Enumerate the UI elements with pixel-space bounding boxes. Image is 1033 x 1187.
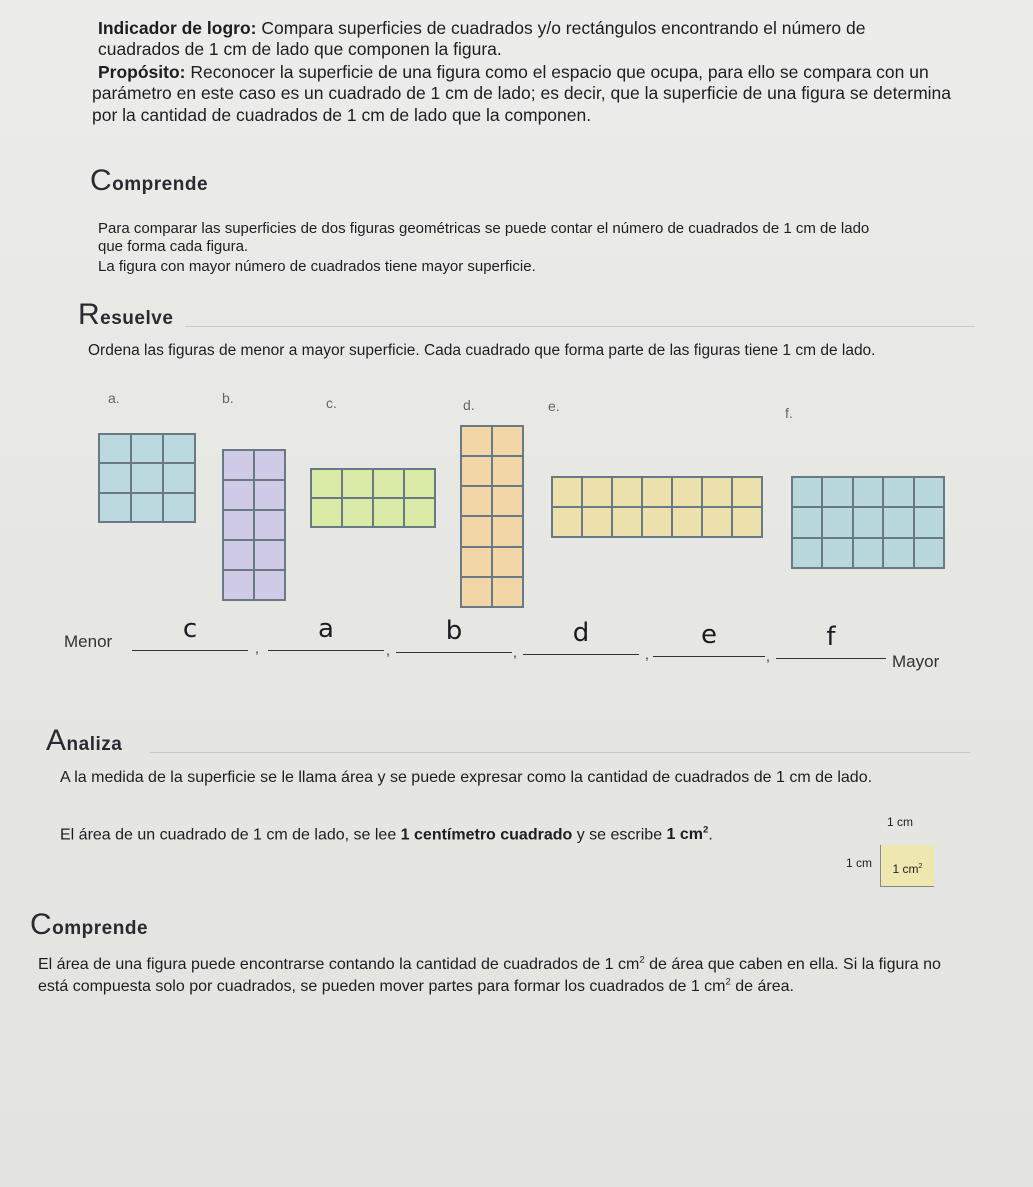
grid-cell — [461, 426, 492, 456]
grid-cell — [223, 450, 254, 480]
grid-cell — [163, 493, 195, 522]
figure-f-grid — [791, 476, 945, 569]
grid-cell — [642, 477, 672, 507]
separator-3: , — [513, 644, 517, 660]
grid-cell — [792, 507, 822, 537]
grid-cell — [672, 477, 702, 507]
grid-cell — [732, 507, 762, 537]
figure-d-grid — [460, 425, 524, 608]
grid-cell — [853, 477, 883, 507]
grid-cell — [492, 426, 523, 456]
resuelve-divider — [185, 326, 975, 327]
grid-cell — [254, 540, 285, 570]
separator-4: , — [645, 646, 649, 662]
figure-a-grid — [98, 433, 196, 523]
proposito-text: Reconocer la superficie de una figura como el espacio que ocupa, para ello se compara con un parámetro en este caso es un cuadrado de 1 cm de lado; es decir, que la superficie de una figura se determina por la cantidad de cuadrados de 1 cm de lado que la componen. — [92, 62, 951, 125]
mayor-label: Mayor — [892, 652, 940, 671]
resuelve-heading: Resuelve — [78, 298, 174, 331]
grid-cell — [311, 498, 342, 527]
grid-cell — [672, 507, 702, 537]
grid-cell — [492, 577, 523, 607]
grid-cell — [461, 516, 492, 546]
grid-cell — [99, 493, 131, 522]
separator-1: , — [255, 640, 259, 656]
grid-cell — [223, 540, 254, 570]
grid-cell — [914, 507, 944, 537]
grid-cell — [131, 434, 163, 463]
answer-blank-3[interactable]: b — [396, 622, 512, 653]
figure-e-label: e. — [548, 398, 560, 414]
grid-cell — [492, 516, 523, 546]
grid-cell — [883, 507, 913, 537]
comprende-heading-1: Comprende — [90, 164, 209, 197]
separator-2: , — [386, 642, 390, 658]
indicador-label: Indicador de logro: — [98, 18, 257, 38]
grid-cell — [822, 538, 852, 568]
grid-cell — [404, 498, 435, 527]
analiza-unit-definition: El área de un cuadrado de 1 cm de lado, se lee 1 centímetro cuadrado y se escribe 1 $cm^2$. — [60, 825, 713, 844]
grid-cell — [492, 547, 523, 577]
separator-5: , — [766, 648, 770, 664]
comprende-1-line2: La figura con mayor número de cuadrados tiene mayor superficie. — [98, 258, 536, 275]
answer-blank-4[interactable]: d — [523, 624, 639, 655]
analiza-text: A la medida de la superficie se le llama área y se puede expresar como la cantidad de cuadrados de 1 cm de lado. — [60, 769, 873, 786]
unit-square-top-label: 1 cm — [887, 815, 914, 829]
proposito-label: Propósito: — [98, 62, 186, 82]
grid-cell — [792, 538, 822, 568]
grid-cell — [492, 486, 523, 516]
grid-cell — [492, 456, 523, 486]
figure-b-grid — [222, 449, 286, 601]
grid-cell — [99, 463, 131, 492]
grid-cell — [853, 538, 883, 568]
indicador-paragraph — [98, 18, 948, 60]
unit-square: 1 $cm^2$ — [880, 845, 934, 887]
answer-row — [0, 614, 1033, 671]
grid-cell — [552, 507, 582, 537]
grid-cell — [254, 480, 285, 510]
figure-c-label: c. — [326, 395, 337, 411]
answer-blank-2[interactable]: a — [268, 620, 384, 651]
grid-cell — [612, 477, 642, 507]
indicador-text: Compara superficies de cuadrados y/o rectángulos encontrando el número de cuadrados de 1 cm de lado que componen la figura. — [98, 18, 866, 59]
analiza-divider — [150, 752, 970, 753]
grid-cell — [223, 480, 254, 510]
grid-cell — [254, 450, 285, 480]
grid-cell — [131, 463, 163, 492]
grid-cell — [822, 477, 852, 507]
menor-label: Menor — [64, 632, 113, 651]
figure-d-label: d. — [463, 397, 475, 413]
grid-cell — [582, 477, 612, 507]
grid-cell — [461, 456, 492, 486]
proposito-paragraph — [92, 62, 952, 126]
grid-cell — [883, 477, 913, 507]
figure-b-label: b. — [222, 390, 234, 406]
figure-e-grid — [551, 476, 763, 538]
grid-cell — [254, 570, 285, 600]
answer-blank-6[interactable]: f — [776, 628, 886, 659]
grid-cell — [163, 434, 195, 463]
analiza-heading: Analiza — [46, 724, 123, 757]
grid-cell — [223, 510, 254, 540]
grid-cell — [99, 434, 131, 463]
grid-cell — [914, 538, 944, 568]
grid-cell — [612, 507, 642, 537]
grid-cell — [702, 477, 732, 507]
grid-cell — [131, 493, 163, 522]
grid-cell — [223, 570, 254, 600]
comprende-heading-2: Comprende — [30, 908, 149, 941]
figure-c-grid — [310, 468, 436, 528]
grid-cell — [822, 507, 852, 537]
grid-cell — [373, 469, 404, 498]
grid-cell — [552, 477, 582, 507]
grid-cell — [702, 507, 732, 537]
figure-f-label: f. — [785, 405, 793, 421]
grid-cell — [342, 498, 373, 527]
answer-blank-5[interactable]: e — [653, 626, 765, 657]
grid-cell — [461, 577, 492, 607]
grid-cell — [163, 463, 195, 492]
grid-cell — [461, 486, 492, 516]
comprende-2-text: El área de una figura puede encontrarse contando la cantidad de cuadrados de 1 $cm^2$ de área que caben en ella. Si la figura no está compuesta solo por cuadrados, se pueden mover partes para formar los cuadrados de 1 $cm^2$ de área. — [38, 954, 941, 995]
grid-cell — [461, 547, 492, 577]
grid-cell — [311, 469, 342, 498]
grid-cell — [404, 469, 435, 498]
grid-cell — [732, 477, 762, 507]
grid-cell — [914, 477, 944, 507]
figure-a-label: a. — [108, 390, 120, 406]
grid-cell — [373, 498, 404, 527]
grid-cell — [853, 507, 883, 537]
resuelve-instruction: Ordena las figuras de menor a mayor superficie. Cada cuadrado que forma parte de las figuras tiene 1 cm de lado. — [88, 342, 876, 359]
answer-blank-1[interactable]: c — [132, 620, 248, 651]
grid-cell — [342, 469, 373, 498]
grid-cell — [883, 538, 913, 568]
grid-cell — [582, 507, 612, 537]
grid-cell — [254, 510, 285, 540]
comprende-1-text: Para comparar las superficies de dos figuras geométricas se puede contar el número de cuadrados de 1 cm de lado que forma cada figura. — [98, 220, 870, 256]
grid-cell — [792, 477, 822, 507]
unit-square-left-label: 1 cm — [846, 856, 873, 870]
grid-cell — [642, 507, 672, 537]
